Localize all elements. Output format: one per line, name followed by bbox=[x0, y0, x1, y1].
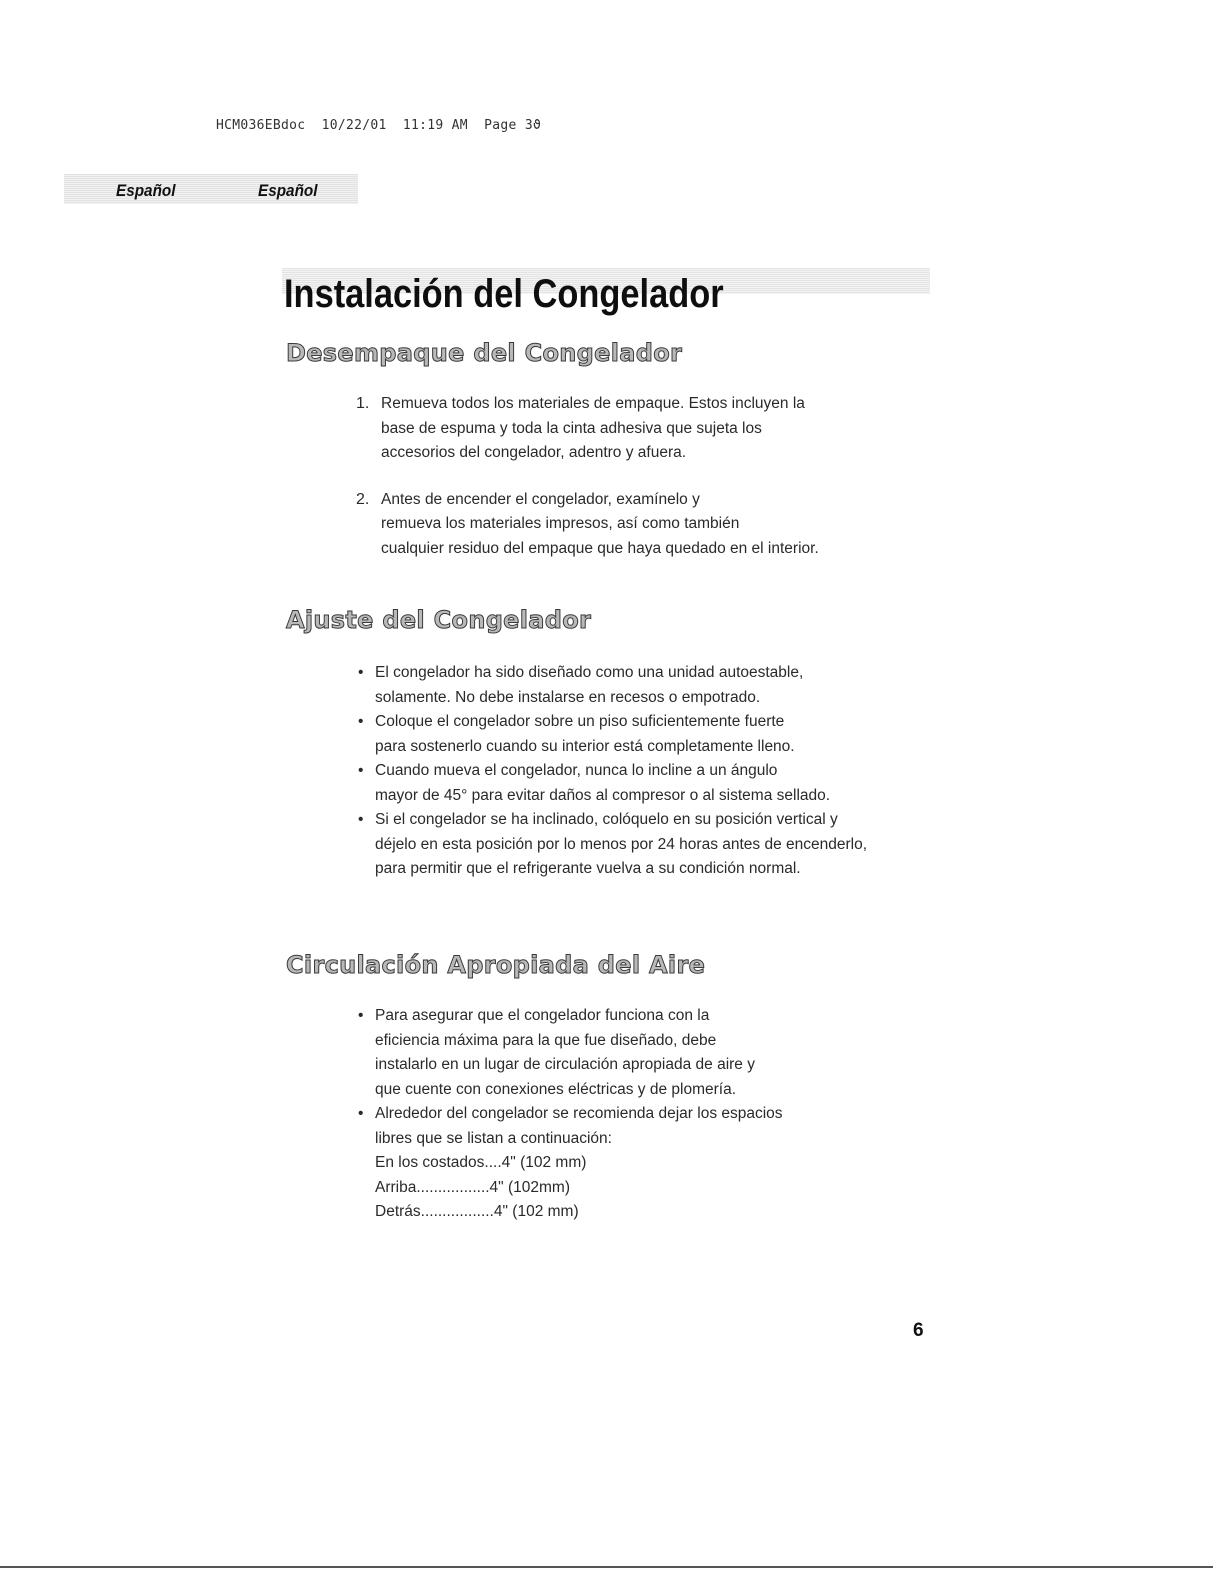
step-number: 1. bbox=[356, 395, 370, 412]
bullet-line: déjelo en esta posición por lo menos por 24 horas antes de encenderlo, bbox=[375, 835, 868, 853]
bullet-line: que cuente con conexiones eléctricas y de plomería. bbox=[375, 1080, 737, 1098]
bottom-rule bbox=[0, 1566, 1213, 1568]
bullet-line: eficiencia máxima para la que fue diseñado, debe bbox=[375, 1031, 717, 1049]
bullet-line: para sostenerlo cuando su interior está completamente lleno. bbox=[375, 737, 795, 755]
step-line: Antes de encender el congelador, examínelo y bbox=[381, 490, 700, 508]
step-line: cualquier residuo del empaque que haya quedado en el interior. bbox=[381, 539, 819, 557]
bullet-line: Si el congelador se ha inclinado, colóquelo en su posición vertical y bbox=[375, 811, 838, 828]
bullet-line: para permitir que el refrigerante vuelva a su condición normal. bbox=[375, 860, 801, 877]
unpack-step bbox=[356, 488, 916, 562]
bullet-icon: • bbox=[358, 664, 364, 681]
unpack-step bbox=[356, 392, 916, 466]
bullet-line: instalarlo en un lugar de circulación apropiada de aire y bbox=[375, 1056, 755, 1073]
adjust-bullet-item bbox=[358, 661, 938, 710]
section-heading-air: Circulación Apropiada del Aire bbox=[286, 951, 706, 979]
page-title: Instalación del Congelador bbox=[284, 272, 724, 316]
unpack-steps-list bbox=[356, 392, 916, 583]
bullet-icon: • bbox=[358, 1105, 364, 1122]
bullet-line: Coloque el congelador sobre un piso suficientemente fuerte bbox=[375, 713, 785, 730]
step-line: remueva los materiales impresos, así como también bbox=[381, 515, 740, 532]
step-line: base de espuma y toda la cinta adhesiva que sujeta los bbox=[381, 419, 762, 437]
adjust-bullet-item bbox=[358, 759, 938, 808]
adjust-bullet-list bbox=[358, 661, 938, 882]
bullet-line: solamente. No debe instalarse en recesos o empotrado. bbox=[375, 688, 761, 706]
section-heading-unpack: Desempaque del Congelador bbox=[286, 339, 683, 367]
section-heading-adjust: Ajuste del Congelador bbox=[286, 606, 592, 634]
bullet-icon: • bbox=[358, 762, 364, 779]
step-line: accesorios del congelador, adentro y afuera. bbox=[381, 444, 687, 461]
step-line: Remueva todos los materiales de empaque. Estos incluyen la bbox=[381, 395, 805, 412]
clearance-line: Detrás.................4" (102 mm) bbox=[375, 1203, 579, 1220]
page-number: 6 bbox=[913, 1320, 924, 1341]
bullet-line: Alrededor del congelador se recomienda dejar los espacios bbox=[375, 1105, 783, 1122]
clearance-line: Arriba.................4" (102mm) bbox=[375, 1178, 570, 1196]
bullet-icon: • bbox=[358, 713, 364, 730]
bullet-line: Cuando mueva el congelador, nunca lo incline a un ángulo bbox=[375, 762, 778, 779]
air-bullet-list bbox=[358, 1004, 938, 1225]
adjust-bullet-item bbox=[358, 808, 938, 882]
step-number: 2. bbox=[356, 490, 370, 508]
air-bullet-item bbox=[358, 1004, 938, 1102]
clearance-line: En los costados....4" (102 mm) bbox=[375, 1154, 587, 1171]
bullet-line: mayor de 45° para evitar daños al compresor o al sistema sellado. bbox=[375, 786, 831, 804]
bullet-line: Para asegurar que el congelador funciona con la bbox=[375, 1007, 710, 1024]
document-header-line: HCM036EBdoc 10/22/01 11:19 AM Page 3ϑ bbox=[216, 118, 542, 133]
air-bullet-item bbox=[358, 1102, 938, 1225]
bullet-icon: • bbox=[358, 811, 364, 828]
bullet-line: libres que se listan a continuación: bbox=[375, 1129, 612, 1147]
adjust-bullet-item bbox=[358, 710, 938, 759]
bullet-line: El congelador ha sido diseñado como una unidad autoestable, bbox=[375, 664, 804, 681]
language-tab-1: Español bbox=[116, 181, 176, 200]
language-tab-2: Español bbox=[258, 181, 318, 200]
bullet-icon: • bbox=[358, 1007, 364, 1024]
